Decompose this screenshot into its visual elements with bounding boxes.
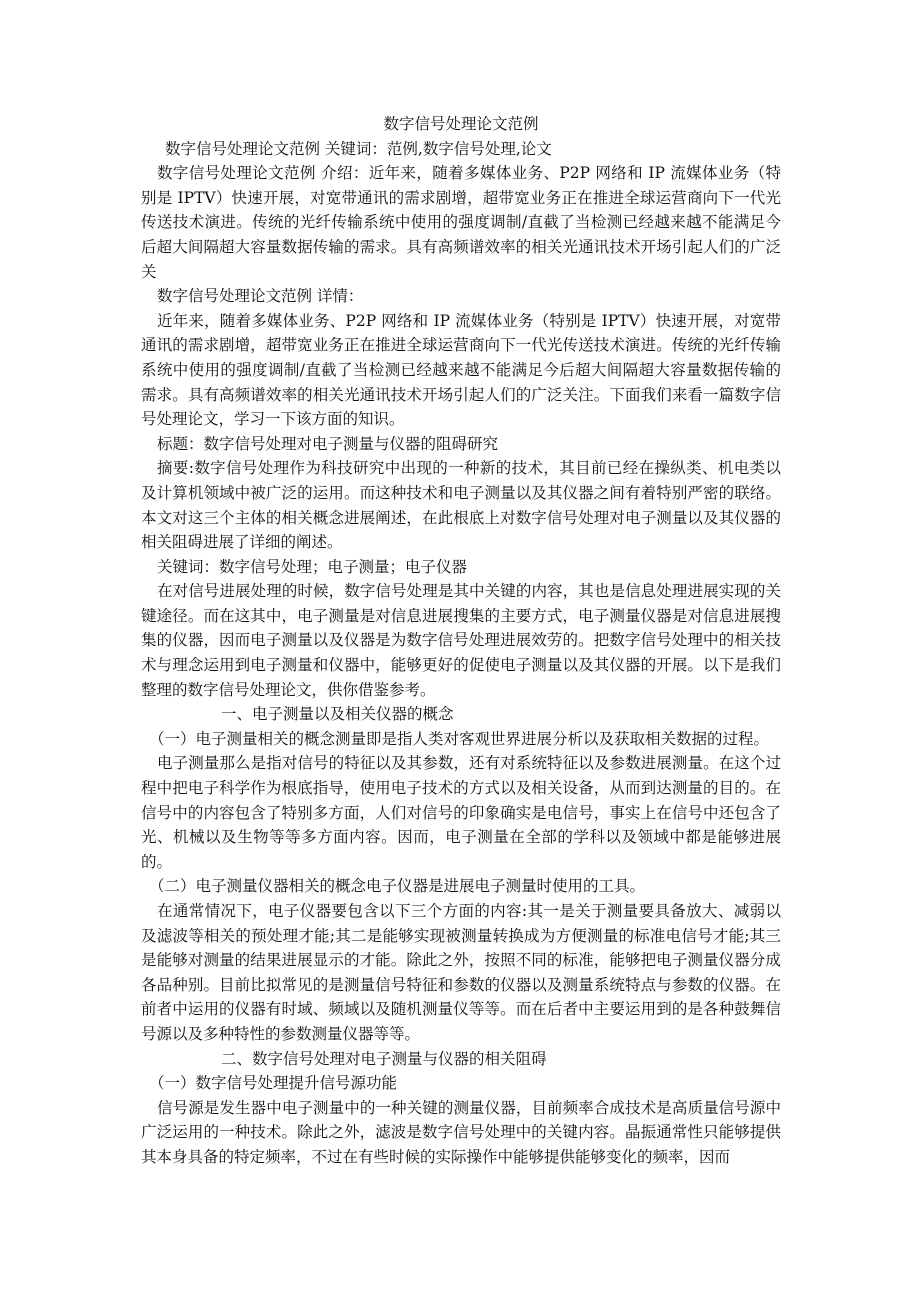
- paper-keywords-line: 关键词：数字信号处理；电子测量；电子仪器: [157, 557, 468, 576]
- document-body: [141, 137, 781, 1170]
- body-paragraph-2: 电子测量那么是指对信号的特征以及其参数，还有对系统特征以及参数进展测量。在这个过程中把电子科学作为根底指导，使用电子技术的方式以及相关设备，从而到达测量的目的。在信号中的内容包含了特别多方面，人们对信号的印象确实是电信号，事实上在信号中还包含了光、机械以及生物等等多方面内容。因而，电子测量在全部的学科以及领域中都是能够进展的。: [141, 754, 781, 871]
- body-paragraph-4: 信号源是发生器中电子测量中的一种关键的测量仪器，目前频率合成技术是高质量信号源中广泛运用的一种技术。除此之外，滤波是数字信号处理中的关键内容。晶振通常性只能够提供其本身具备的特定频率，不过在有些时候的实际操作中能够提供能够变化的频率，因而: [141, 1098, 781, 1166]
- subsection-1-1: （一）电子测量相关的概念测量即是指人类对客观世界进展分析以及获取相关数据的过程。: [149, 729, 770, 748]
- abstract-paragraph: 摘要:数字信号处理作为科技研究中出现的一种新的技术，其目前已经在操纵类、机电类以及计算机领域中被广泛的运用。而这种技术和电子测量以及其仪器之间有着特别严密的联络。本文对这三个主体的相关概念进展阐述，在此根底上对数字信号处理对电子测量以及其仪器的相关阻碍进展了详细的阐述。: [141, 459, 781, 552]
- document-title: 数字信号处理论文范例: [383, 115, 539, 133]
- subsection-1-2: （二）电子测量仪器相关的概念电子仪器是进展电子测量时使用的工具。: [149, 877, 646, 896]
- keywords-line: 数字信号处理论文范例 关键词：范例,数字信号处理,论文: [165, 139, 552, 158]
- body-paragraph-3: 在通常情况下，电子仪器要包含以下三个方面的内容:其一是关于测量要具备放大、减弱以及滤波等相关的预处理才能;其二是能够实现被测量转换成为方便测量的标准电信号才能;其三是能够对测量的结果进展显示的才能。除此之外，按照不同的标准，能够把电子测量仪器分成各品种别。目前比拟常见的是测量信号特征和参数的仪器以及测量系统特点与参数的仪器。在前者中运用的仪器有时域、频域以及随机测量仪等等。而在后者中主要运用到的是各种鼓舞信号源以及多种特性的参数测量仪器等等。: [141, 902, 781, 1043]
- section-heading-2: 二、数字信号处理对电子测量与仪器的相关阻碍: [221, 1049, 547, 1068]
- intro-paragraph: 数字信号处理论文范例 介绍：近年来，随着多媒体业务、P2P 网络和 IP 流媒体业务（特别是 IPTV）快速开展，对宽带通讯的需求剧增，超带宽业务正在推进全球运营商向下一代光传送技术演进。传统的光纤传输系统中使用的强度调制/直截了当检测已经越来越不能满足今后超大间隔超大容量数据传输的需求。具有高频谱效率的相关光通讯技术开场引起人们的广泛关: [141, 164, 781, 281]
- paper-title-line: 标题：数字信号处理对电子测量与仪器的阻碍研究: [157, 434, 499, 453]
- details-label: 数字信号处理论文范例 详情：: [157, 287, 364, 306]
- section-heading-1: 一、电子测量以及相关仪器的概念: [221, 705, 454, 724]
- body-paragraph-1: 在对信号进展处理的时候，数字信号处理是其中关键的内容，其也是信息处理进展实现的关键途径。而在这其中，电子测量是对信息进展搜集的主要方式，电子测量仪器是对信息进展搜集的仪器，因而电子测量以及仪器是为数字信号处理进展效劳的。把数字信号处理中的相关技术与理念运用到电子测量和仪器中，能够更好的促使电子测量以及其仪器的开展。以下是我们整理的数字信号处理论文，供你借鉴参考。: [141, 582, 781, 699]
- subsection-2-1: （一）数字信号处理提升信号源功能: [149, 1074, 398, 1093]
- document-page: [141, 112, 781, 1170]
- details-paragraph: 近年来，随着多媒体业务、P2P 网络和 IP 流媒体业务（特别是 IPTV）快速开展，对宽带通讯的需求剧增，超带宽业务正在推进全球运营商向下一代光传送技术演进。传统的光纤传输系统中使用的强度调制/直截了当检测已经越来越不能满足今后超大间隔超大容量数据传输的需求。具有高频谱效率的相关光通讯技术开场引起人们的广泛关注。下面我们来看一篇数字信号处理论文，学习一下该方面的知识。: [141, 311, 781, 429]
